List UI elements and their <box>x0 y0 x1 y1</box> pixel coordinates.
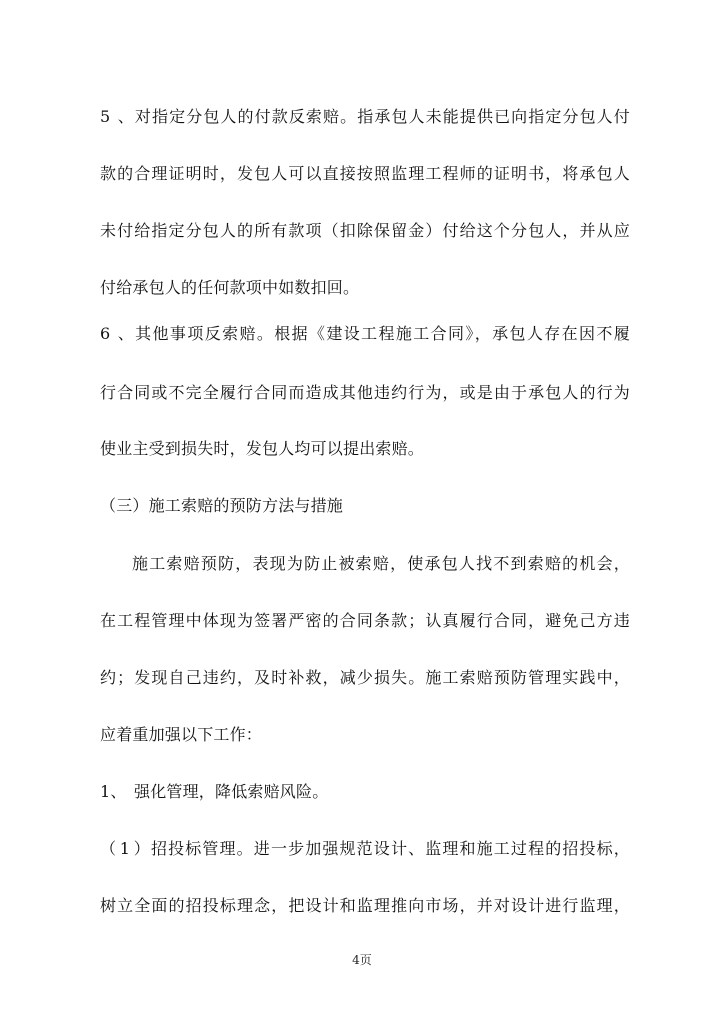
text-line: 付给承包人的任何款项中如数扣回。 <box>100 278 360 297</box>
text-line: 约；发现自己违约，及时补救，减少损失。施工索赔预防管理实践中， <box>100 668 630 687</box>
item-number: 1、 <box>100 782 127 801</box>
section-heading: （三）施工索赔的预防方法与措施 <box>100 496 344 515</box>
text-line: 应着重加强以下工作： <box>100 725 263 744</box>
text-line: 使业主受到损失时，发包人均可以提出索赔。 <box>100 439 425 458</box>
line-text: 其他事项反索赔。根据《建设工程施工合同》，承包人存在因不履 <box>134 324 630 343</box>
item-number: （1） <box>100 839 150 858</box>
line-text: 招投标管理。进一步加强规范设计、监理和施工过程的招投标， <box>150 839 630 858</box>
text-line: 在工程管理中体现为签署严密的合同条款；认真履行合同，避免己方违 <box>100 611 630 630</box>
text-line <box>100 781 630 803</box>
line-text: 强化管理，降低索赔风险。 <box>134 782 329 801</box>
text-line <box>100 838 630 860</box>
text-line: 未付给指定分包人的所有款项（扣除保留金）付给这个分包人，并从应 <box>100 221 630 240</box>
item-number: 5、 <box>100 107 134 126</box>
item-number: 6、 <box>100 324 134 343</box>
text-line <box>100 323 630 345</box>
page-number: 4页 <box>352 953 372 967</box>
text-line: 款的合理证明时，发包人可以直接按照监理工程师的证明书，将承包人 <box>100 164 630 183</box>
line-text: 对指定分包人的付款反索赔。指承包人未能提供已向指定分包人付 <box>134 107 630 126</box>
text-line <box>100 106 630 128</box>
text-line: 树立全面的招投标理念，把设计和监理推向市场，并对设计进行监理， <box>100 896 630 915</box>
text-line: 行合同或不完全履行合同而造成其他违约行为，或是由于承包人的行为 <box>100 383 630 402</box>
text-line: 施工索赔预防，表现为防止被索赔，使承包人找不到索赔的机会， <box>132 554 630 573</box>
